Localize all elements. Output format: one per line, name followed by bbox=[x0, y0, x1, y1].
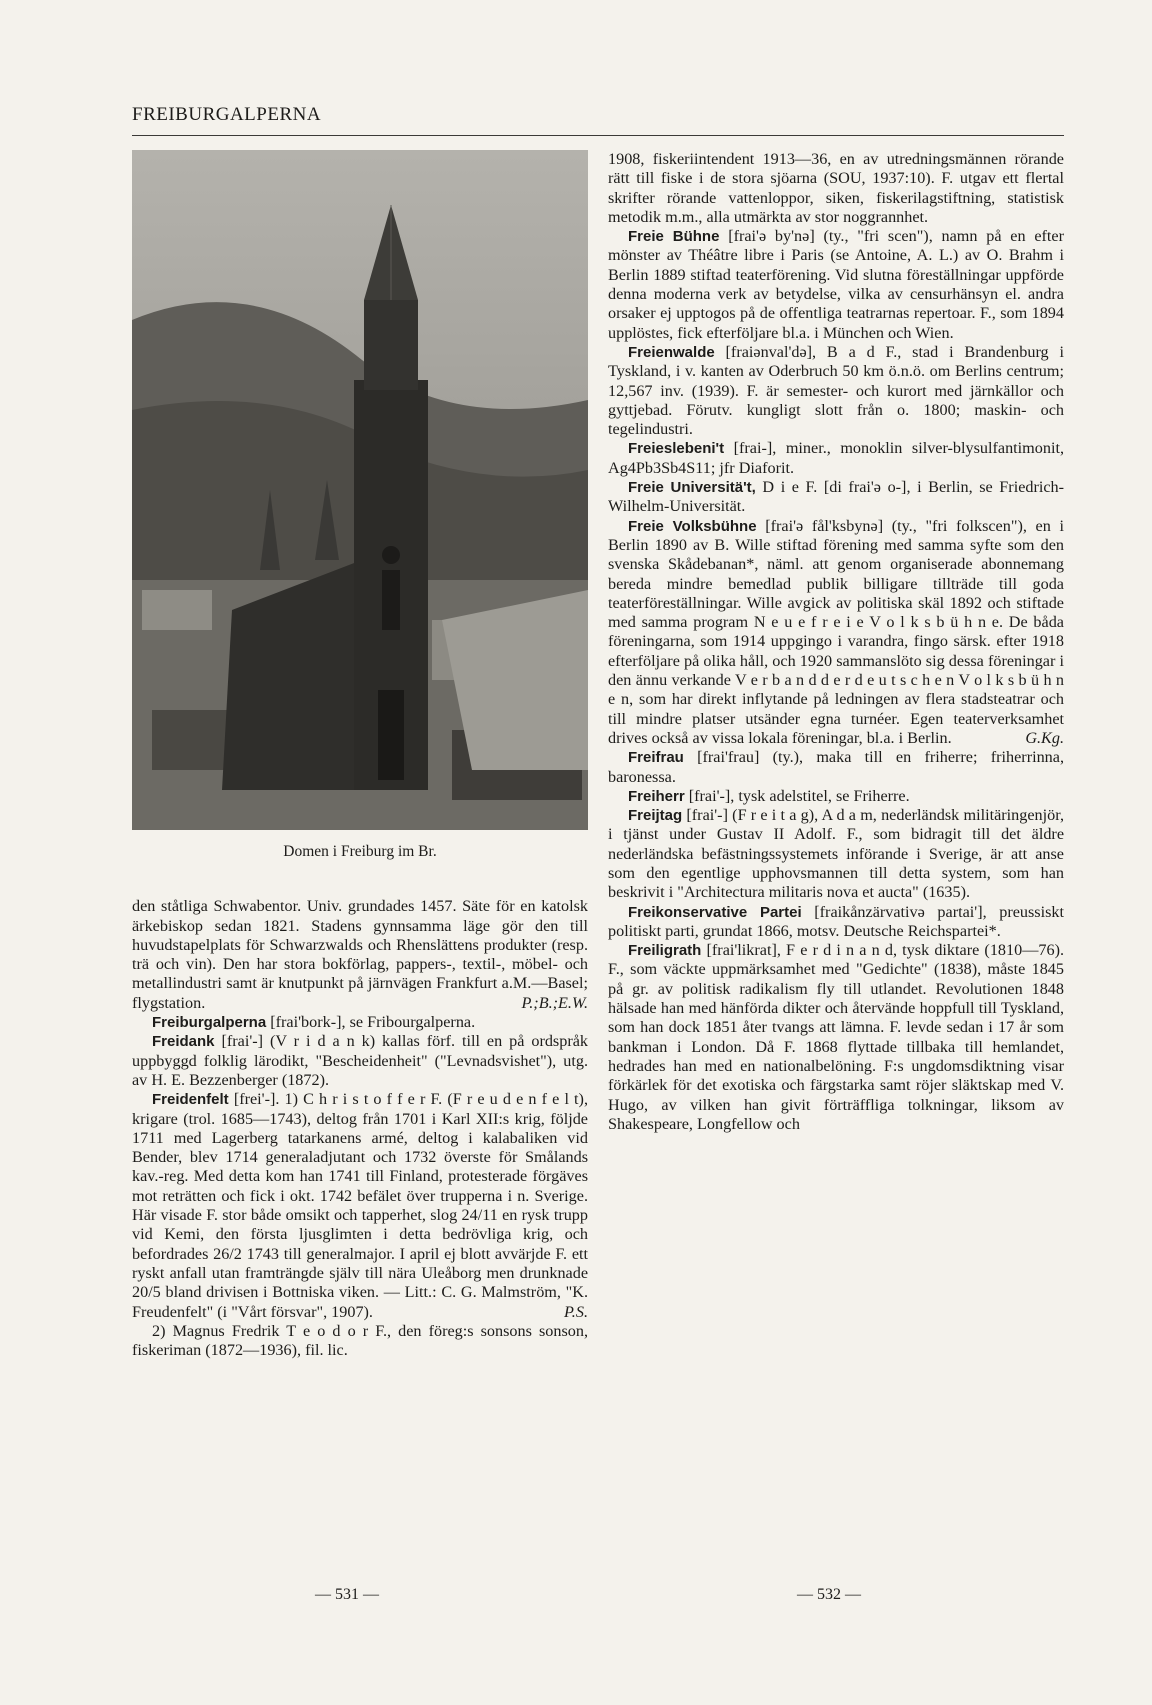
entry bbox=[608, 439, 1064, 478]
entry-text: [frai'likrat], F e r d i n a n d, tysk diktare (1810—76). F., som väckte uppmärksamhet med "Gedichte" (1838), måste 1845 på gr. av politisk radikalism fly till utlandet. Revolutionen 1848 hälsade han med hänförda dikter och återvände hoppfull till Tyskland, som han dock 1851 åter tvangs att lämna. F. levde sedan i 17 år som bankman i London. Då F. 1868 flyttade tillbaka till hemlandet, hedrades han med en nationalbelöning. F:s ungdomsdiktning visar förkärlek för det exotiska och färgstarka samt röjer släktskap med V. Hugo, av vilken han givit förträffliga tolkningar, liksom av Shakespeare, Longfellow och bbox=[608, 941, 1065, 1133]
entry bbox=[132, 1090, 588, 1322]
entry bbox=[608, 478, 1064, 517]
headword: Freidenfelt bbox=[152, 1091, 229, 1109]
entry-text: [frai'-] (F r e i t a g), A d a m, nederländsk militäringenjör, i tjänst under Gustav II Adolf. F., som bidragit till det äldre nederländska befästningssystemets införande i Sverige, är att anse som den egentlige upphovsmannen till detta system, som han beskrivit i "Architectura militaris nova et aucta" (1635). bbox=[608, 806, 1064, 902]
signature: P.;B.;E.W. bbox=[521, 993, 588, 1012]
header-rule bbox=[132, 135, 1064, 136]
headword: Freiligrath bbox=[628, 942, 702, 960]
headword: Freieslebeni't bbox=[628, 440, 725, 458]
headword: Freidank bbox=[152, 1033, 215, 1051]
entry-text: 2) Magnus Fredrik T e o d o r F., den föreg:s sonsons sonson, fiskeriman (1872—1936), fil. lic. bbox=[132, 1321, 588, 1360]
cathedral-photo bbox=[132, 150, 588, 830]
headword: Freiherr bbox=[628, 787, 685, 805]
entry bbox=[608, 903, 1064, 942]
entry-text: [frai'bork-], se Fribourgalperna. bbox=[270, 1013, 476, 1032]
freiburg-minster-illustration bbox=[132, 150, 588, 830]
entry bbox=[132, 1013, 588, 1032]
running-header: FREIBURGALPERNA bbox=[132, 104, 322, 125]
entry-text: [fraikånzärvativə partai'], preussiskt politiskt parti, grundat 1866, motsv. Deutsche Reichspartei*. bbox=[608, 902, 1064, 940]
entry bbox=[608, 941, 1064, 1134]
entry bbox=[608, 343, 1064, 439]
entry-text: D i e F. [di frai'ə o-], i Berlin, se Friedrich-Wilhelm-Universität. bbox=[608, 478, 1065, 516]
signature: P.S. bbox=[564, 1302, 588, 1321]
entry bbox=[132, 1032, 588, 1090]
entry-text: [fraiənval'də], B a d F., stad i Brandenburg i Tyskland, i v. kanten av Oderbruch 50 km ö.n.ö. om Berlins centrum; 12,567 inv. (1939). F. är semester- och kurort med järnkällor och gyttjebad. Förutv. kungligt slott från o. 1800; maskin- och tegelindustri. bbox=[608, 342, 1064, 439]
entry bbox=[608, 748, 1064, 787]
headword: Freifrau bbox=[628, 749, 684, 767]
entry bbox=[608, 227, 1064, 343]
entry-text: [frai-], miner., monoklin silver-blysulfantimonit, Ag4Pb3Sb4S11; jfr Diaforit. bbox=[608, 439, 1064, 477]
page-number-left: — 531 — bbox=[315, 1586, 379, 1603]
entry-text: [frai'frau] (ty.), maka till en friherre; friherrinna, baronessa. bbox=[608, 748, 1065, 786]
headword: Freie Bühne bbox=[628, 228, 720, 246]
paragraph-text: 1908, fiskeriintendent 1913—36, en av utredningsmännen rörande rätt till fiske i de stora sjöarna (SOU, 1937:10). F. utgav ett flertal skrifter rörande vattenloppor, siken, fiskerilagstiftning, statistisk metodik m.m., alla utmärkta av stor noggrannhet. bbox=[608, 150, 1064, 226]
entry-text: [frai'-] (V r i d a n k) kallas förf. till en på ordspråk uppbyggd folklig lärodikt, "Bescheidenheit" ("Levnadsvishet"), utg. av H. E. Bezzenberger (1872). bbox=[132, 1032, 588, 1089]
left-column bbox=[132, 150, 588, 1360]
entry-sub bbox=[132, 1322, 588, 1361]
headword: Freie Volksbühne bbox=[628, 517, 757, 535]
entry bbox=[608, 806, 1064, 902]
headword: Freikonservative Partei bbox=[628, 903, 802, 921]
headword: Freijtag bbox=[628, 807, 683, 825]
entry bbox=[608, 517, 1064, 749]
paragraph-cont bbox=[132, 897, 588, 1013]
entry-text: [frai'-], tysk adelstitel, se Friherre. bbox=[688, 786, 910, 805]
headword: Freie Universitä't, bbox=[628, 479, 756, 497]
entry-text: [frai'ə by'nə] (ty., "fri scen"), namn på en efter mönster av Théâtre libre i Paris (se Antoine, A. L.) av O. Brahm i Berlin 1889 stiftad teaterförening. Vid slutna föreställningar uppförde denna moderna verk av betydelse, vilka av censurhänsyn el. andra orsaker ej upptogos på de offentliga teatrarnas repertoar. F., som 1894 upplöstes, fick efterföljare bl.a. i München och Wien. bbox=[608, 227, 1065, 342]
entry-text: [frai'ə fål'ksbynə] (ty., "fri folkscen"), en i Berlin 1890 av B. Wille stiftad förening med samma syfte som den svenska Skådebanan*, näml. att genom organiserade abonnemang bereda mindre bemedlad publik billigare tillträde till goda teaterföreställningar. Wille avgick av politiska skäl 1892 och stiftade med samma program N e u e f r e i e V o l k s b ü h n e. De båda föreningarna, som 1914 uppgingo i varandra, fingo särsk. efter 1918 efterföljare på olika håll, och 1920 sammanslöto sig dessa föreningar i den ännu verkande V e r b a n d d e r d e u t s c h e n V o l k s b ü h n e n, som har direkt inflytande på ledningen av flera stadsteatrar och till mindre platser utsänder egna turnéer. Egen teaterverksamhet drives också av vissa lokala föreningar, bl.a. i Berlin. bbox=[608, 516, 1065, 747]
headword: Freiburgalperna bbox=[152, 1014, 267, 1032]
figure-caption: Domen i Freiburg im Br. bbox=[283, 843, 437, 860]
signature: G.Kg. bbox=[1025, 728, 1064, 747]
page-number-right: — 532 — bbox=[797, 1586, 861, 1603]
headword: Freienwalde bbox=[628, 343, 715, 361]
right-column bbox=[608, 150, 1064, 1134]
entry bbox=[608, 787, 1064, 806]
paragraph-cont bbox=[608, 150, 1064, 227]
paragraph-text: den ståtliga Schwabentor. Univ. grundades 1457. Säte för en katolsk ärkebiskop sedan 1821. Stadens gynnsamma läge gör den till huvudstapelplats för Schwarzwalds och Rhenslättens produkter (resp. trä och vin). Den har stora bokförlag, pappers-, textil-, möbel- och metallindustri samt är knutpunkt på järnvägen Frankfurt a.M.—Basel; flygstation. bbox=[132, 897, 588, 1012]
entry-text: [frei'-]. 1) C h r i s t o f f e r F. (F r e u d e n f e l t), krigare (trol. 1685—1743), deltog från 1701 i Karl XII:s krig, följde 1711 med Lagerberg tatarkanens armé, deltog i kalabaliken vid Bender, blev 1714 generaladjutant och 1732 överste för Smålands kav.-reg. Med detta kom han 1741 till Finland, protesterade förgäves mot reträtten och fick i okt. 1742 befälet över trupperna i n. Sverige. Här visade F. stor både omsikt och tapperhet, slog 24/11 en rysk trupp vid Kemi, den första ljusglimten i detta bedrövliga krig, och befordrades 26/2 1743 till generalmajor. I april ej blott avvärjde F. ett ryskt anfall utan framträngde själv till nära Uleåborg men drunknade 20/5 bland drivisen i Bottniska viken. — Litt.: C. G. Malmström, "K. Freudenfelt" (i "Vårt försvar", 1907). bbox=[132, 1090, 588, 1321]
